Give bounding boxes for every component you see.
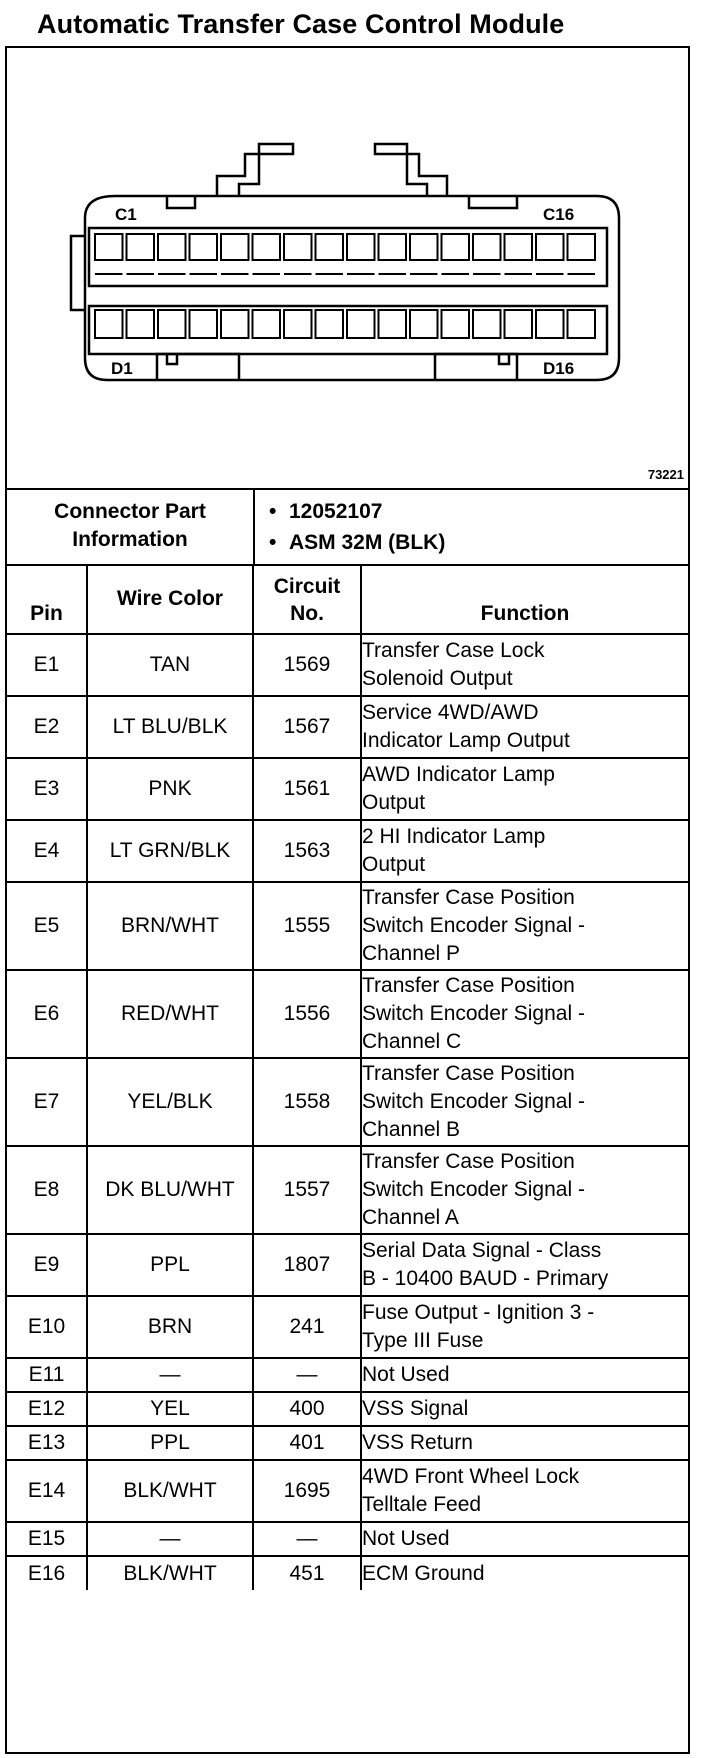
function-line: Type III Fuse (362, 1329, 484, 1352)
pin-cavity-c (127, 234, 155, 260)
pin-cavity-c (221, 234, 249, 260)
pin-cavity-c (347, 234, 375, 260)
pin-cavity-c (284, 234, 312, 260)
function-line: Switch Encoder Signal - (362, 1178, 585, 1201)
part-assembly: • ASM 32M (BLK) (269, 527, 679, 558)
pin-cavity-d (253, 310, 281, 338)
function-line: Transfer Case Position (362, 974, 575, 997)
connector-part-info-row (7, 488, 688, 566)
pin-cell: E1 (7, 634, 87, 696)
pin-cell: E5 (7, 882, 87, 970)
pin-cavity-d (410, 310, 438, 338)
function-cell (361, 1460, 688, 1522)
function-line: Switch Encoder Signal - (362, 1002, 585, 1025)
table-row (7, 1146, 688, 1234)
info-label-line: Connector Part (54, 500, 206, 523)
label-c16: C16 (543, 205, 575, 224)
function-line: 4WD Front Wheel Lock (362, 1465, 580, 1488)
wire-color-cell: RED/WHT (87, 970, 253, 1058)
pin-cavity-c (568, 234, 596, 260)
function-cell (361, 1234, 688, 1296)
wire-color-cell: LT BLU/BLK (87, 696, 253, 758)
label-d1: D1 (111, 359, 133, 378)
function-line: Solenoid Output (362, 667, 513, 690)
table-row (7, 882, 688, 970)
table-row (7, 1234, 688, 1296)
circuit-number-cell: 1695 (253, 1460, 361, 1522)
circuit-number-cell: 1557 (253, 1146, 361, 1234)
part-number: • 12052107 (269, 496, 679, 527)
pin-cavity-d (536, 310, 564, 338)
header-circuit-line: Circuit (273, 575, 341, 598)
wire-color-cell: TAN (87, 634, 253, 696)
function-line: Transfer Case Lock (362, 639, 545, 662)
pin-cavity-c (379, 234, 407, 260)
pin-cavity-d (442, 310, 470, 338)
wire-color-cell: BRN (87, 1296, 253, 1358)
pin-cell: E2 (7, 696, 87, 758)
function-line: Transfer Case Position (362, 886, 575, 909)
wire-color-cell: — (87, 1358, 253, 1392)
connector-part-info-values (269, 496, 679, 558)
circuit-number-cell: 1558 (253, 1058, 361, 1146)
table-row (7, 1058, 688, 1146)
table-row (7, 696, 688, 758)
connector-outline-drawing (7, 48, 688, 488)
header-circuit-line: No. (290, 602, 324, 625)
connector-table-frame (5, 46, 690, 1754)
wire-color-cell: YEL/BLK (87, 1058, 253, 1146)
pin-cavity-c (316, 234, 344, 260)
function-line: ECM Ground (362, 1561, 485, 1585)
circuit-number-cell: 1567 (253, 696, 361, 758)
table-row (7, 1392, 688, 1426)
function-line: Not Used (362, 1527, 450, 1550)
table-row (7, 1522, 688, 1556)
circuit-number-cell: 400 (253, 1392, 361, 1426)
pin-cell: E12 (7, 1392, 87, 1426)
function-line: 2 HI Indicator Lamp (362, 825, 546, 848)
figure-number: 73221 (647, 467, 684, 482)
function-cell (361, 1426, 688, 1460)
function-line: VSS Signal (362, 1397, 469, 1420)
pin-cavity-d (221, 310, 249, 338)
function-line: Channel C (362, 1030, 462, 1053)
function-line: Transfer Case Position (362, 1150, 575, 1173)
pin-cavity-d (127, 310, 155, 338)
function-line: Service 4WD/AWD (362, 701, 539, 724)
pin-cavity-d (568, 310, 596, 338)
page-title: Automatic Transfer Case Control Module (37, 9, 565, 39)
pin-cavity-d (505, 310, 533, 338)
table-header-row (7, 564, 688, 634)
pin-cell: E6 (7, 970, 87, 1058)
pin-cavity-d (284, 310, 312, 338)
circuit-number-cell: 1563 (253, 820, 361, 882)
table-row (7, 1426, 688, 1460)
header-pin: Pin (7, 564, 87, 634)
function-line: Telltale Feed (362, 1493, 482, 1516)
wire-color-cell: BLK/WHT (87, 1460, 253, 1522)
pin-cell: E10 (7, 1296, 87, 1358)
info-label-line: Information (72, 528, 188, 551)
table-row (7, 758, 688, 820)
pin-cell: E4 (7, 820, 87, 882)
function-line: Serial Data Signal - Class (362, 1239, 602, 1262)
circuit-number-cell: — (253, 1522, 361, 1556)
function-line: Output (362, 853, 426, 876)
connector-part-info-label (7, 488, 255, 564)
pin-cavity-d (158, 310, 186, 338)
pin-cavity-d (95, 310, 123, 338)
pin-cavity-c (473, 234, 501, 260)
function-line: VSS Return (362, 1431, 473, 1454)
function-line: AWD Indicator Lamp (362, 763, 555, 786)
wire-color-cell: PPL (87, 1426, 253, 1460)
function-line: Output (362, 791, 426, 814)
function-cell (361, 1146, 688, 1234)
function-cell (361, 1296, 688, 1358)
circuit-number-cell: 1555 (253, 882, 361, 970)
pin-cavity-d (316, 310, 344, 338)
pin-cavity-d (379, 310, 407, 338)
function-cell (361, 882, 688, 970)
pinout-table (7, 564, 688, 1590)
function-cell (361, 758, 688, 820)
function-line: Transfer Case Position (362, 1062, 575, 1085)
pin-cavity-c (253, 234, 281, 260)
table-row (7, 820, 688, 882)
circuit-number-cell: 1561 (253, 758, 361, 820)
table-row (7, 1358, 688, 1392)
function-cell (361, 1358, 688, 1392)
pin-cavity-c (410, 234, 438, 260)
wire-color-cell: PNK (87, 758, 253, 820)
pin-cavity-c (95, 234, 123, 260)
pin-cavity-d (190, 310, 218, 338)
wire-color-cell: — (87, 1522, 253, 1556)
table-row (7, 1296, 688, 1358)
pin-cell: E11 (7, 1358, 87, 1392)
function-line: Not Used (362, 1363, 450, 1386)
function-line: Indicator Lamp Output (362, 729, 570, 752)
function-line: B - 10400 BAUD - Primary (362, 1267, 609, 1290)
function-cell (361, 1392, 688, 1426)
pin-cavity-c (536, 234, 564, 260)
connector-diagram (7, 48, 688, 490)
circuit-number-cell: 1807 (253, 1234, 361, 1296)
circuit-number-cell: 451 (253, 1556, 361, 1590)
function-cell (361, 696, 688, 758)
header-circuit (253, 564, 361, 634)
pin-cell: E8 (7, 1146, 87, 1234)
function-cell (361, 820, 688, 882)
function-cell (361, 1556, 688, 1590)
function-line: Switch Encoder Signal - (362, 914, 585, 937)
pin-cavity-c (505, 234, 533, 260)
circuit-number-cell: 401 (253, 1426, 361, 1460)
wire-color-cell: PPL (87, 1234, 253, 1296)
function-line: Channel A (362, 1206, 459, 1229)
pin-cell: E9 (7, 1234, 87, 1296)
table-row (7, 1460, 688, 1522)
pin-cell: E15 (7, 1522, 87, 1556)
label-c1: C1 (115, 205, 137, 224)
table-row (7, 634, 688, 696)
pin-cell: E13 (7, 1426, 87, 1460)
pin-cavity-c (158, 234, 186, 260)
wire-color-cell: DK BLU/WHT (87, 1146, 253, 1234)
function-line: Switch Encoder Signal - (362, 1090, 585, 1113)
label-d16: D16 (543, 359, 575, 378)
pin-cavity-c (442, 234, 470, 260)
circuit-number-cell: 241 (253, 1296, 361, 1358)
function-cell (361, 634, 688, 696)
function-cell (361, 1058, 688, 1146)
wire-color-cell: LT GRN/BLK (87, 820, 253, 882)
circuit-number-cell: 1556 (253, 970, 361, 1058)
function-line: Channel B (362, 1118, 461, 1141)
header-function: Function (361, 564, 688, 634)
wire-color-cell: BRN/WHT (87, 882, 253, 970)
pin-cell: E7 (7, 1058, 87, 1146)
circuit-number-cell: 1569 (253, 634, 361, 696)
pinout-rows (7, 634, 688, 1590)
pin-cell: E3 (7, 758, 87, 820)
function-cell (361, 1522, 688, 1556)
pin-cavity-c (190, 234, 218, 260)
pin-cell: E14 (7, 1460, 87, 1522)
pin-cavity-d (347, 310, 375, 338)
header-wire-color: Wire Color (87, 564, 253, 634)
function-line: Channel P (362, 942, 461, 965)
function-cell (361, 970, 688, 1058)
pin-cavity-d (473, 310, 501, 338)
pin-cell: E16 (7, 1556, 87, 1590)
wire-color-cell: YEL (87, 1392, 253, 1426)
table-row (7, 970, 688, 1058)
wire-color-cell: BLK/WHT (87, 1556, 253, 1590)
table-row (7, 1556, 688, 1590)
function-line: Fuse Output - Ignition 3 - (362, 1301, 595, 1324)
circuit-number-cell: — (253, 1358, 361, 1392)
